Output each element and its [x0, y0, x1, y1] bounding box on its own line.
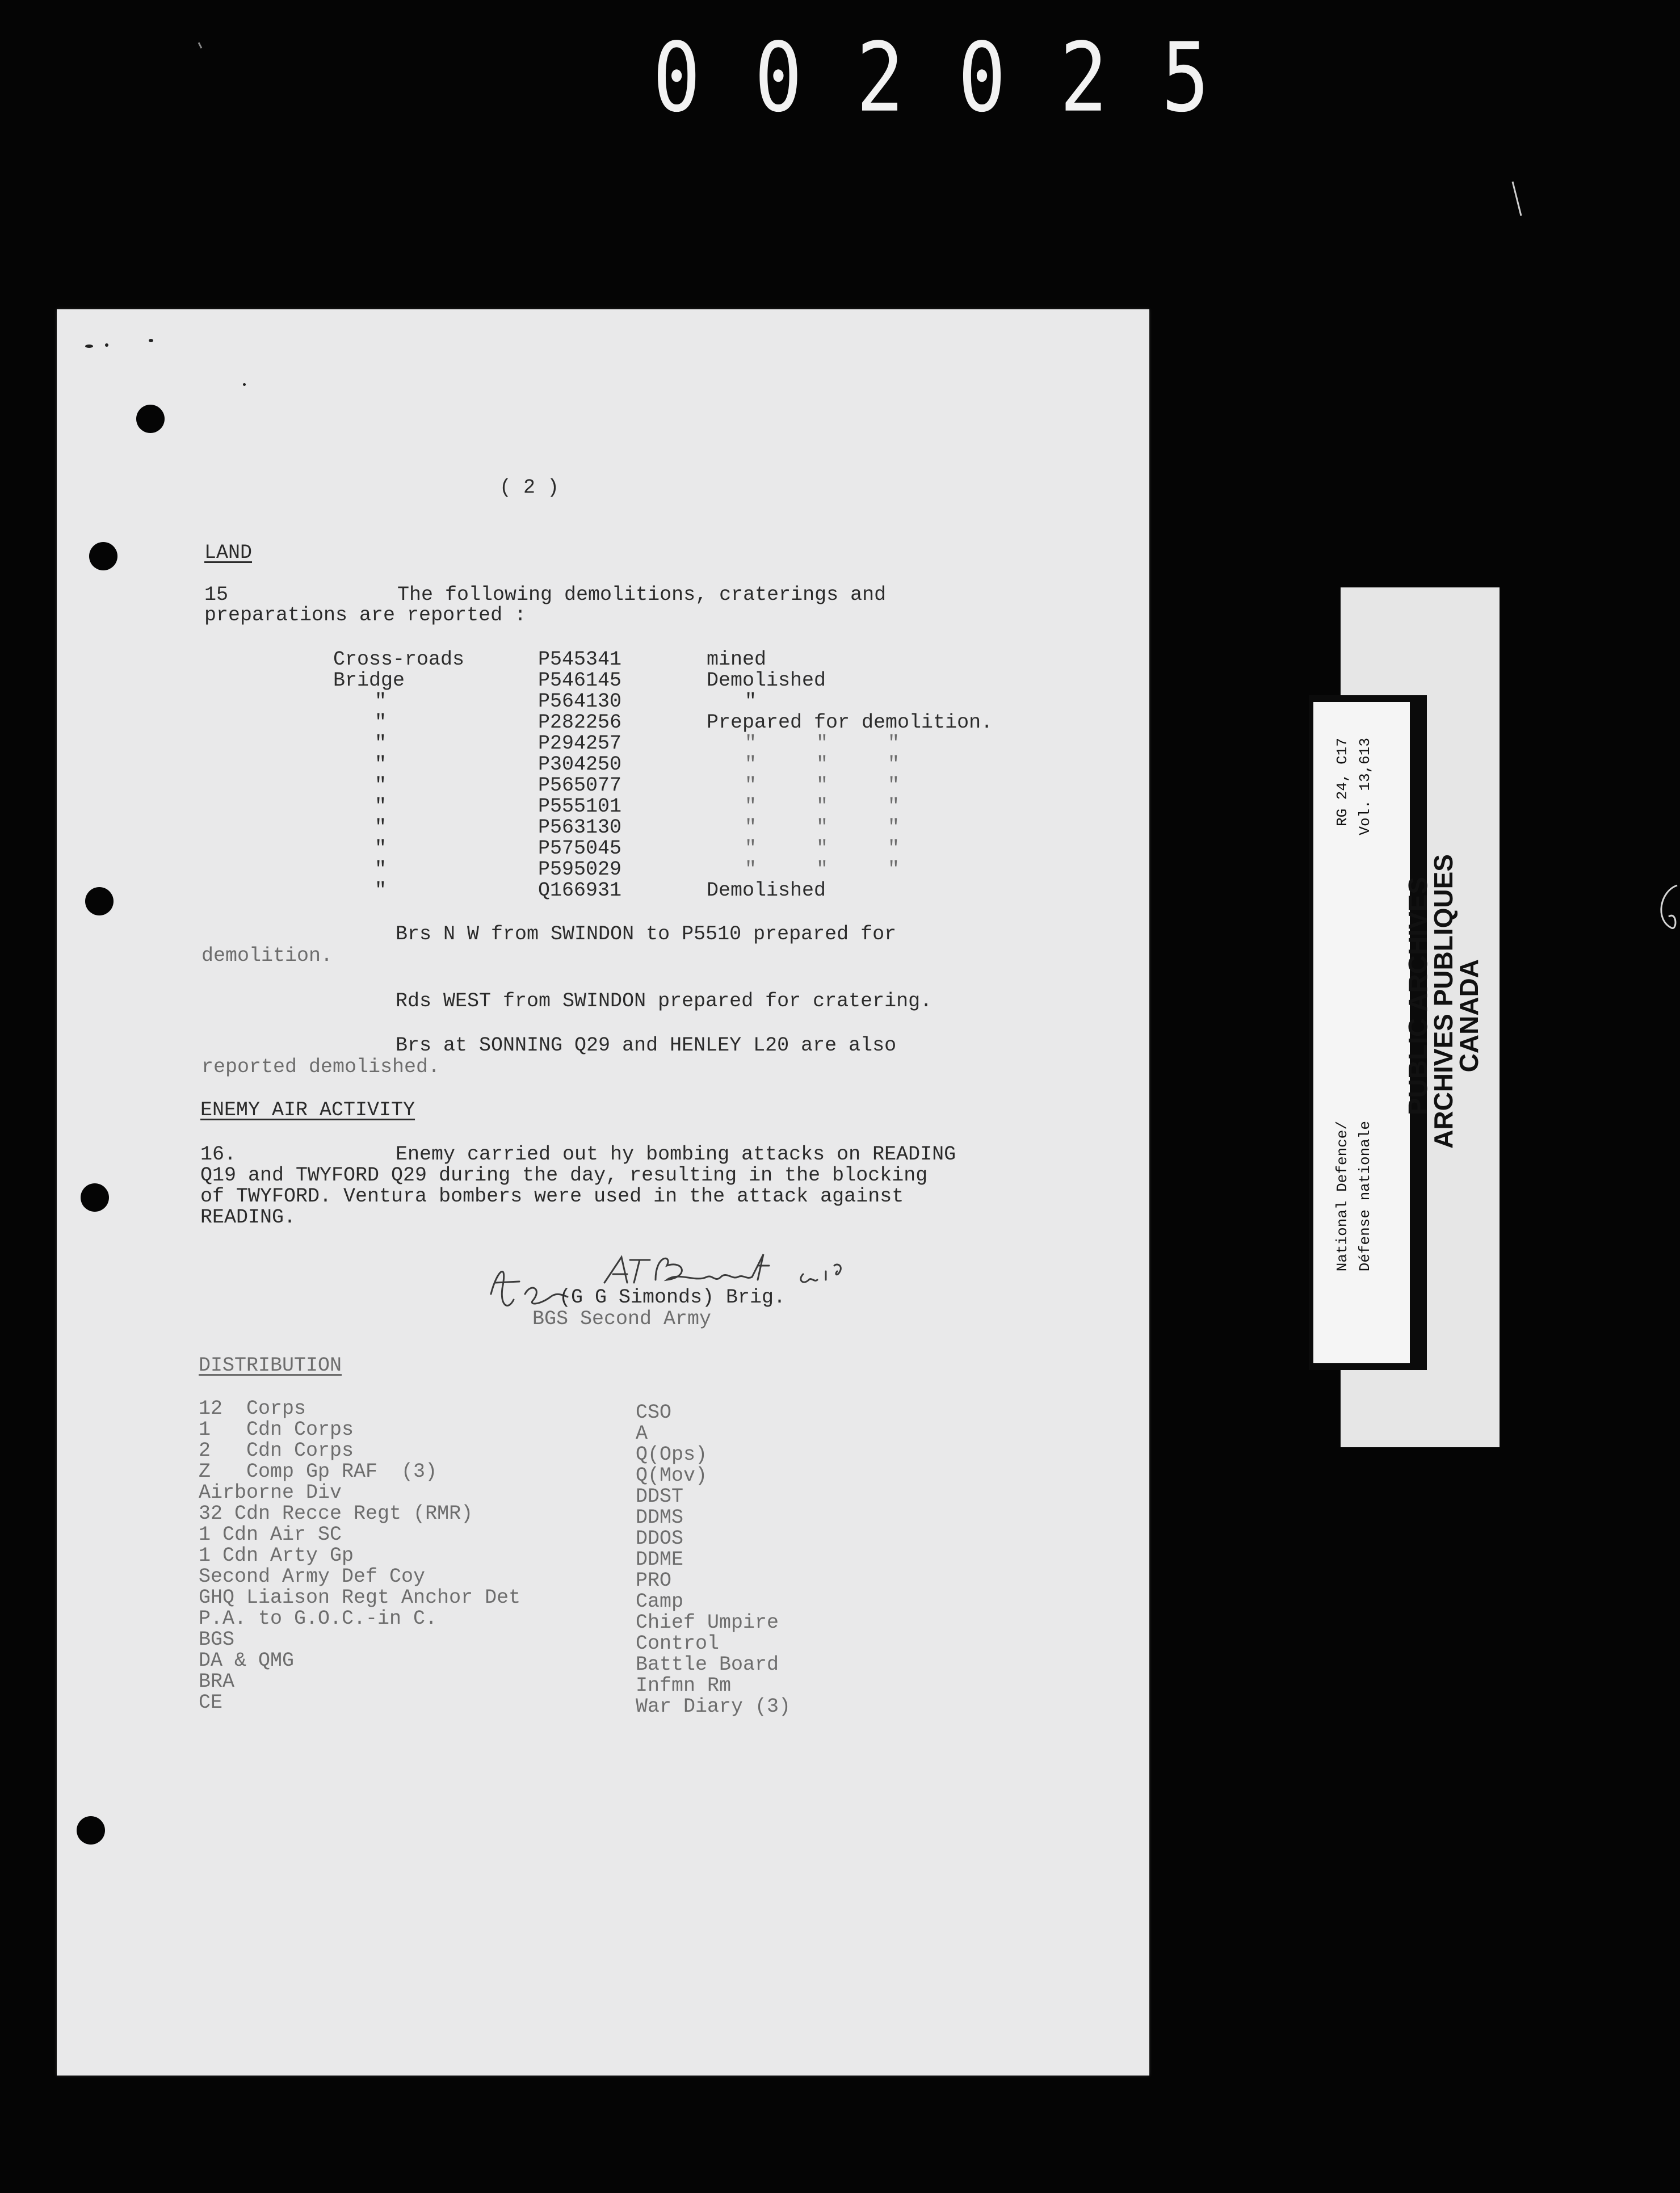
demolition-ref: P304250	[538, 753, 622, 776]
demolition-status: Prepared for demolition.	[707, 711, 993, 734]
para-16-line-4: READING.	[200, 1206, 296, 1229]
demolition-object: "	[375, 753, 387, 776]
speck	[85, 345, 93, 348]
demolition-status: " " "	[745, 753, 900, 776]
distribution-item: BGS	[199, 1628, 235, 1651]
distribution-item: CSO	[636, 1401, 672, 1424]
demolition-object: "	[375, 858, 387, 881]
archive-name-line-2: ARCHIVES PUBLIQUES	[1429, 854, 1458, 1149]
speck	[105, 343, 108, 347]
distribution-item: Airborne Div	[199, 1481, 342, 1504]
demolition-ref: P564130	[538, 690, 622, 713]
distribution-item: War Diary (3)	[636, 1695, 791, 1718]
demolition-status: " " "	[745, 837, 900, 860]
demolition-object: Bridge	[333, 669, 405, 692]
demolition-ref: P555101	[538, 795, 622, 818]
rds-line: Rds WEST from SWINDON prepared for cratering.	[396, 990, 933, 1013]
distribution-item: CE	[199, 1691, 223, 1714]
demolition-object: Cross-roads	[333, 648, 465, 671]
distribution-item: A	[636, 1422, 648, 1445]
demolition-status: Demolished	[707, 669, 826, 692]
demolition-object: "	[375, 732, 387, 755]
demolition-ref: P563130	[538, 816, 622, 839]
department-line-1: National Defence/	[1334, 1121, 1351, 1272]
sonning-line-1: Brs at SONNING Q29 and HENLEY L20 are also	[396, 1034, 897, 1057]
distribution-item: 32 Cdn Recce Regt (RMR)	[199, 1502, 473, 1525]
signature-line-1: (G G Simonds) Brig.	[559, 1286, 786, 1309]
distribution-item: DDME	[636, 1548, 684, 1571]
demolition-ref: P595029	[538, 858, 622, 881]
page-number: ( 2 )	[499, 476, 560, 499]
distribution-item: 1 Cdn Corps	[199, 1418, 354, 1441]
para-15-number: 15	[204, 583, 229, 606]
punch-hole-4	[81, 1183, 109, 1212]
demolition-status: " " "	[745, 858, 900, 881]
distribution-item: Q(Ops)	[636, 1443, 708, 1466]
demolition-status: " " "	[745, 732, 900, 755]
demolition-status: " " "	[745, 795, 900, 818]
demolition-status: "	[745, 690, 757, 713]
para-16-number: 16.	[200, 1143, 237, 1166]
signature-line-2: BGS Second Army	[532, 1308, 712, 1330]
demolition-status: " " "	[745, 774, 900, 797]
demolition-status: mined	[707, 648, 767, 671]
distribution-heading: DISTRIBUTION	[199, 1354, 342, 1377]
para-16-line-3: of TWYFORD. Ventura bombers were used in the attack against	[200, 1185, 904, 1208]
demolition-ref: P546145	[538, 669, 622, 692]
distribution-item: Control	[636, 1632, 720, 1655]
punch-hole-5	[77, 1816, 105, 1845]
demolition-ref: P565077	[538, 774, 622, 797]
distribution-item: PRO	[636, 1569, 672, 1592]
distribution-item: 12 Corps	[199, 1397, 306, 1420]
distribution-item: Chief Umpire	[636, 1611, 779, 1634]
document-page	[57, 309, 1149, 2076]
demolition-ref: Q166931	[538, 879, 622, 902]
distribution-item: DDOS	[636, 1527, 684, 1550]
distribution-item: 1 Cdn Arty Gp	[199, 1544, 354, 1567]
demolition-object: "	[375, 837, 387, 860]
demolition-status: " " "	[745, 816, 900, 839]
archive-name-line-3: CANADA	[1454, 959, 1484, 1073]
demolition-object: "	[375, 816, 387, 839]
archive-reference-2: Vol. 13,613	[1356, 738, 1374, 835]
demolition-object: "	[375, 711, 387, 734]
distribution-item: GHQ Liaison Regt Anchor Det	[199, 1586, 521, 1609]
archive-name-line-1: PUBLIC ARCHIVES	[1403, 877, 1433, 1115]
demolition-object: "	[375, 690, 387, 713]
distribution-item: Battle Board	[636, 1653, 779, 1676]
distribution-item: BRA	[199, 1670, 235, 1693]
demolition-ref: P545341	[538, 648, 622, 671]
land-heading: LAND	[204, 541, 253, 564]
distribution-item: Second Army Def Coy	[199, 1565, 426, 1588]
distribution-item: DDMS	[636, 1506, 684, 1529]
para-16-line-1: Enemy carried out hy bombing attacks on READING	[396, 1143, 956, 1166]
demolition-ref: P575045	[538, 837, 622, 860]
para-16-line-2: Q19 and TWYFORD Q29 during the day, resulting in the blocking	[200, 1164, 928, 1187]
distribution-item: 2 Cdn Corps	[199, 1439, 354, 1462]
punch-hole-2	[89, 542, 117, 570]
distribution-item: Z Comp Gp RAF (3)	[199, 1460, 438, 1483]
speck	[149, 339, 153, 342]
air-activity-heading: ENEMY AIR ACTIVITY	[200, 1099, 415, 1121]
distribution-item: Camp	[636, 1590, 684, 1613]
brs-line-1: Brs N W from SWINDON to P5510 prepared for	[396, 923, 897, 946]
brs-line-2: demolition.	[201, 944, 333, 967]
demolition-object: "	[375, 879, 387, 902]
demolition-status: Demolished	[707, 879, 826, 902]
distribution-item: 1 Cdn Air SC	[199, 1523, 342, 1546]
distribution-item: DA & QMG	[199, 1649, 295, 1672]
demolition-object: "	[375, 774, 387, 797]
frame-number: 002025	[653, 23, 1263, 134]
punch-hole-3	[85, 887, 114, 915]
para-15-line-2: preparations are reported :	[204, 604, 527, 627]
archive-reference-1: RG 24, C17	[1334, 738, 1351, 827]
demolition-ref: P282256	[538, 711, 622, 734]
demolition-object: "	[375, 795, 387, 818]
distribution-item: DDST	[636, 1485, 684, 1508]
para-15-line-1: The following demolitions, craterings and	[397, 583, 887, 606]
punch-hole-1	[136, 405, 165, 433]
department-line-2: Défense nationale	[1356, 1121, 1374, 1272]
demolition-ref: P294257	[538, 732, 622, 755]
speck	[243, 383, 246, 386]
distribution-item: Infmn Rm	[636, 1674, 732, 1697]
sonning-line-2: reported demolished.	[201, 1056, 440, 1078]
distribution-item: P.A. to G.O.C.-in C.	[199, 1607, 438, 1630]
distribution-item: Q(Mov)	[636, 1464, 708, 1487]
